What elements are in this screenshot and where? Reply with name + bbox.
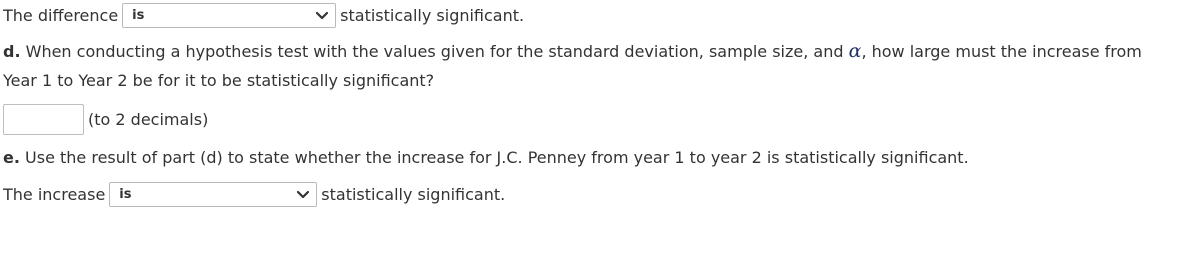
part-d-answer-row [3,104,208,135]
part-e-text: Use the result of part (d) to state whether the increase for J.C. Penney from year 1 to year 2 is statistically significant. [25,148,969,167]
increase-suffix: statistically significant. [321,185,506,204]
increase-answer-input[interactable] [3,104,84,135]
chevron-down-icon [315,11,329,21]
part-e-label: e. [3,148,20,167]
difference-select-value: is [132,8,145,23]
part-d-question-line1 [3,40,1142,62]
part-d-text-line2: Year 1 to Year 2 be for it to be statistically significant? [3,71,435,90]
part-d-text-pre: When conducting a hypothesis test with the values given for the standard deviation, sample size, and [25,41,844,61]
increase-row [3,182,505,207]
difference-suffix: statistically significant. [340,6,525,25]
increase-select[interactable] [109,182,317,207]
part-d-question-line2 [3,71,434,90]
part-e-question [3,148,969,167]
alpha-symbol: α [848,40,862,62]
part-d-text-post: , how large must the increase from [861,41,1142,61]
difference-prefix: The difference [3,6,119,25]
increase-prefix: The increase [3,185,106,204]
difference-select[interactable] [122,3,336,28]
part-d-label: d. [3,41,21,61]
chevron-down-icon [296,190,310,200]
increase-select-value: is [119,187,132,202]
difference-row [3,3,524,28]
decimals-hint: (to 2 decimals) [88,110,209,129]
